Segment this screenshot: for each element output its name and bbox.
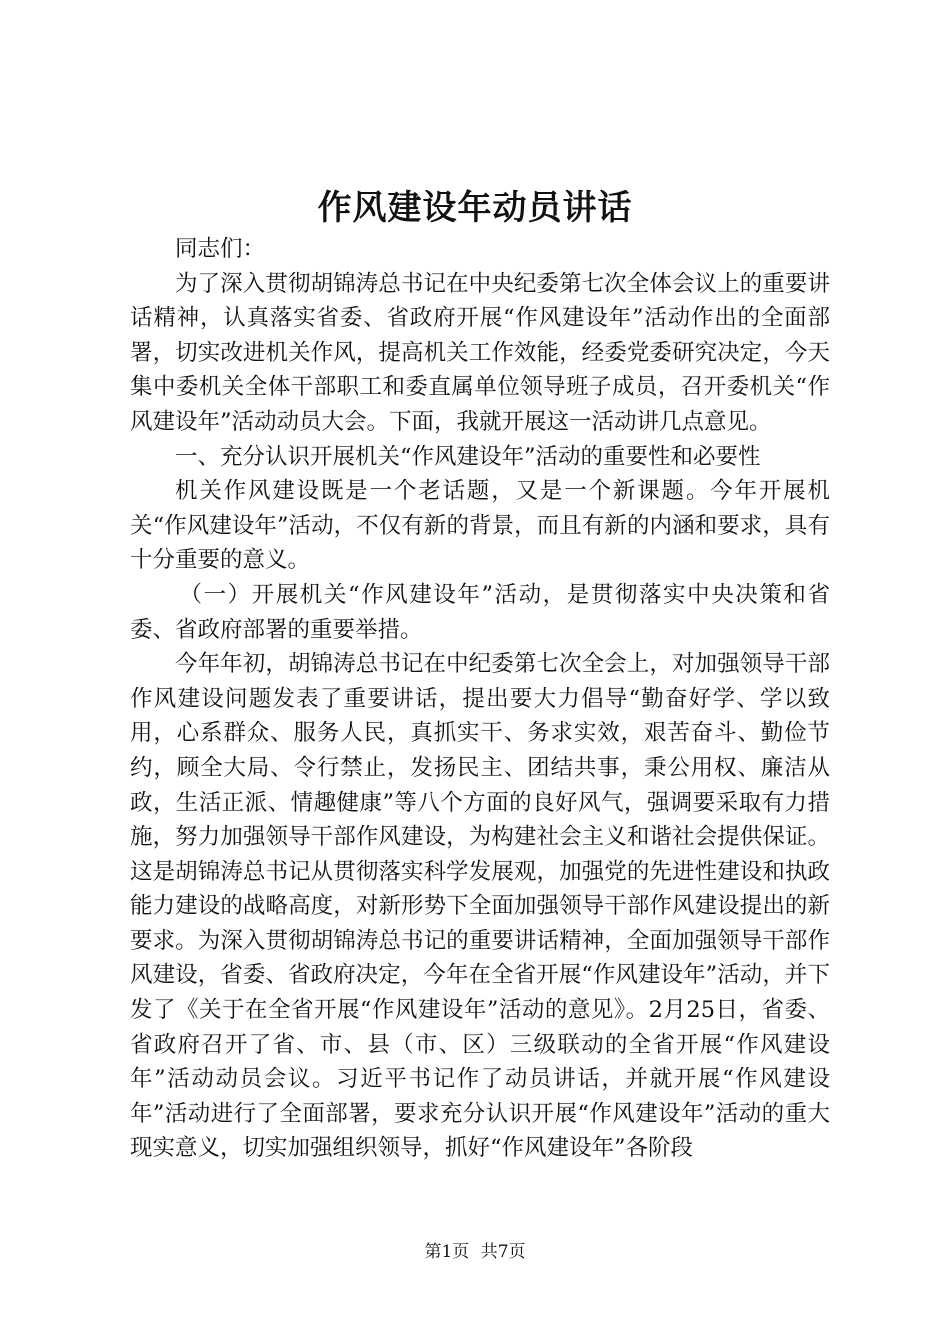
page-total: 共7页 xyxy=(480,1242,526,1262)
page-footer xyxy=(0,1240,950,1264)
section-heading: 一、充分认识开展机关“作风建设年”活动的重要性和必要性 xyxy=(175,443,761,470)
page-number: 第1页 xyxy=(424,1242,470,1262)
greeting-paragraph: 同志们： xyxy=(175,236,266,262)
body-paragraph: 今年年初，胡锦涛总书记在中纪委第七次全会上，对加强领导干部作风建设问题发表了重要讲话，提出要大力倡导“勤奋好学、学以致用，心系群众、服务人民，真抓实干、务求实效，艰苦奋斗、勤俭节约，顾全大局、令行禁止，发扬民主、团结共事，秉公用权、廉洁从政，生活正派、情趣健康”等八个方面的良好风气，强调要采取有力措施，努力加强领导干部作风建设，为构建社会主义和谐社会提供保证。这是胡锦涛总书记从贯彻落实科学发展观，加强党的先进性建设和执政能力建设的战略高度，对新形势下全面加强领导干部作风建设提出的新要求。为深入贯彻胡锦涛总书记的重要讲话精神，全面加强领导干部作风建设，省委、省政府决定，今年在全省开展“作风建设年”活动，并下发了《关于在全省开展“作风建设年”活动的意见》。2月25日，省委、省政府召开了省、市、县（市、区）三级联动的全省开展“作风建设年”活动动员会议。习近平书记作了动员讲话，并就开展“作风建设年”活动进行了全面部署，要求充分认识开展“作风建设年”活动的重大现实意义，切实加强组织领导，抓好“作风建设年”各阶段 xyxy=(130,651,830,1162)
body-paragraph: 机关作风建设既是一个老话题，又是一个新课题。今年开展机关“作风建设年”活动，不仅有新的背景，而且有新的内涵和要求，具有十分重要的意义。 xyxy=(130,478,830,574)
document-body xyxy=(130,232,830,1166)
subsection-heading: （一）开展机关“作风建设年”活动，是贯彻落实中央决策和省委、省政府部署的重要举措。 xyxy=(130,581,830,643)
document-title: 作风建设年动员讲话 xyxy=(317,188,633,228)
body-paragraph: 为了深入贯彻胡锦涛总书记在中央纪委第七次全体会议上的重要讲话精神，认真落实省委、省政府开展“作风建设年”活动作出的全面部署，切实改进机关作风，提高机关工作效能，经委党委研究决定，今天集中委机关全体干部职工和委直属单位领导班子成员，召开委机关“作风建设年”活动动员大会。下面，我就开展这一活动讲几点意见。 xyxy=(130,270,830,435)
